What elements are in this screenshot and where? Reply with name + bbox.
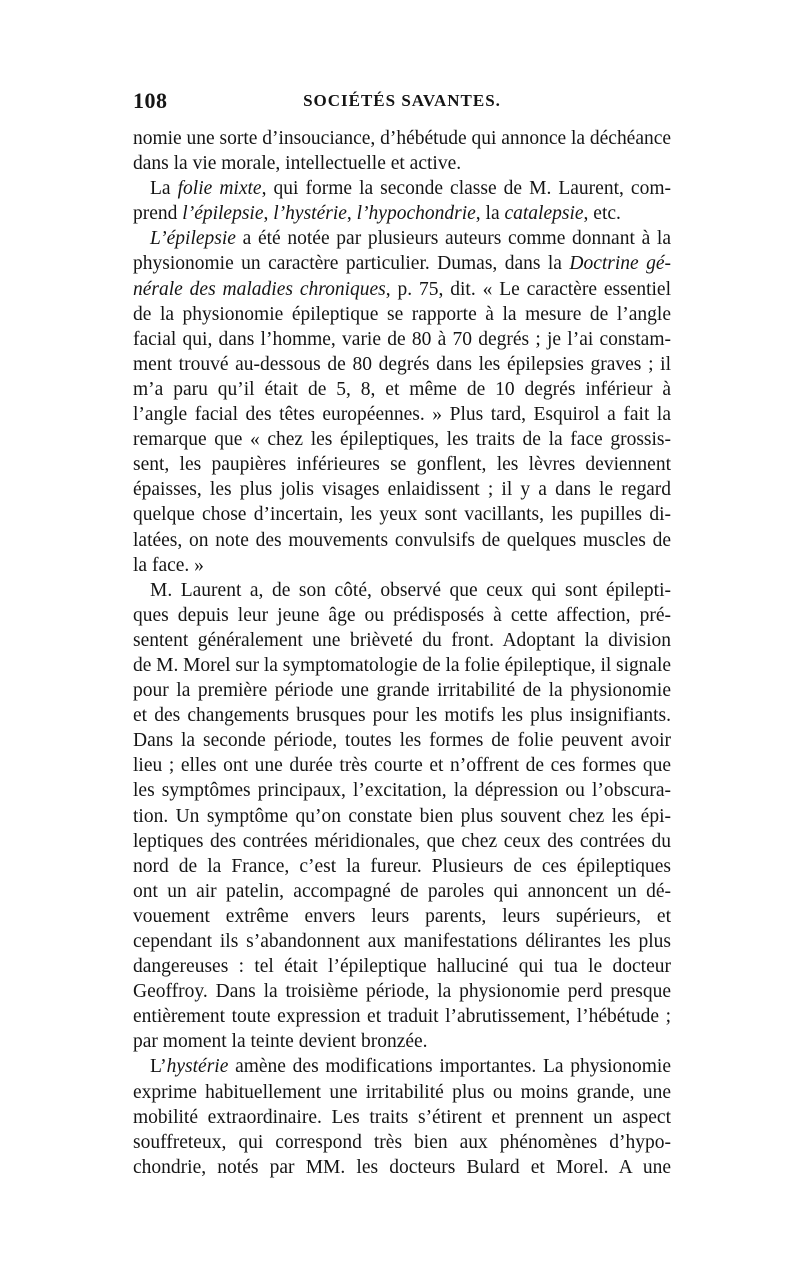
- text-line: [133, 603, 671, 628]
- text-line: [133, 1130, 671, 1155]
- text-segment: Dans la seconde période, toutes les formes de folie peuvent avoir: [133, 730, 671, 752]
- text-line: [133, 126, 671, 151]
- text-segment: entièrement toute expression et traduit l’abrutissement, l’hébétude ;: [133, 1006, 671, 1028]
- text-line: [133, 854, 671, 879]
- text-segment: , p. 75, dit. « Le caractère essentiel: [385, 278, 671, 300]
- text-segment: nord de la France, c’est la fureur. Plusieurs de ces épileptiques: [133, 855, 671, 877]
- italic-text: catalepsie: [504, 203, 584, 225]
- text-line: [133, 151, 671, 176]
- italic-text: folie mixte: [177, 178, 262, 200]
- text-line: [133, 402, 671, 427]
- text-segment: sent, les paupières inférieures se gonflent, les lèvres deviennent: [133, 454, 671, 476]
- text-line: [133, 477, 671, 502]
- text-segment: amène des modifications importantes. La physionomie: [228, 1056, 671, 1078]
- text-segment: ques depuis leur jeune âge ou prédisposés à cette affection, pré-: [133, 604, 671, 626]
- page-number: 108: [133, 88, 168, 113]
- text-segment: chondrie, notés par MM. les docteurs Bulard et Morel. A une: [133, 1156, 671, 1178]
- text-segment: pour la première période une grande irritabilité de la physionomie: [133, 680, 671, 702]
- text-segment: L’: [150, 1056, 167, 1078]
- text-segment: remarque que « chez les épileptiques, les traits de la face grossis-: [133, 429, 671, 451]
- text-segment: épaisses, les plus jolis visages enlaidissent ; il y a dans le regard: [133, 479, 671, 501]
- text-segment: cependant ils s’abandonnent aux manifestations délirantes les plus: [133, 931, 671, 952]
- text-line: [133, 502, 671, 527]
- text-line: [133, 528, 671, 553]
- text-line: [133, 302, 671, 327]
- text-line: [133, 1080, 671, 1105]
- italic-text: l’hystérie: [273, 203, 347, 225]
- text-segment: et des changements brusques pour les motifs les plus insignifiants.: [133, 705, 671, 727]
- running-title: SOCIÉTÉS SAVANTES.: [303, 91, 501, 110]
- text-segment: exprime habituellement une irritabilité plus ou moins grande, une: [133, 1081, 671, 1103]
- text-line: [133, 628, 671, 653]
- text-line: [133, 653, 671, 678]
- text-segment: l’angle facial des têtes européennes. » Plus tard, Esquirol a fait la: [133, 404, 671, 426]
- text-segment: de M. Morel sur la symptomatologie de la folie épileptique, il signale: [133, 654, 671, 676]
- text-line: [133, 377, 671, 402]
- running-header: [133, 88, 671, 118]
- text-line: [133, 804, 671, 829]
- text-line: [133, 678, 671, 703]
- text-segment: La: [150, 178, 178, 200]
- text-line: [133, 1029, 671, 1054]
- text-segment: , qui forme la seconde classe de M. Laurent, com-: [261, 178, 671, 200]
- text-segment: m’a paru qu’il était de 5, 8, et même de 10 degrés inférieur à: [133, 378, 671, 400]
- italic-text: hystérie: [166, 1056, 229, 1078]
- text-segment: par moment la teinte devient bronzée.: [133, 1031, 428, 1053]
- text-line: [133, 176, 671, 201]
- text-segment: souffreteux, qui correspond très bien aux phénomènes d’hypo-: [133, 1131, 671, 1153]
- italic-text: Doctrine gé-: [569, 253, 671, 275]
- text-segment: nomie une sorte d’insouciance, d’hébétude qui annonce la déchéance: [133, 128, 671, 149]
- text-segment: latées, on note des mouvements convulsifs de quelques muscles de: [133, 529, 671, 551]
- text-line: [133, 352, 671, 377]
- text-line: [133, 904, 671, 929]
- italic-text: nérale des maladies chroniques: [133, 278, 386, 300]
- text-segment: dangereuses : tel était l’épileptique halluciné qui tua le docteur: [133, 956, 671, 978]
- text-line: [133, 829, 671, 854]
- text-line: [133, 954, 671, 979]
- text-segment: physionomie un caractère particulier. Dumas, dans la: [133, 253, 570, 275]
- text-line: [133, 226, 671, 251]
- text-line: [133, 703, 671, 728]
- text-segment: prend: [133, 203, 183, 225]
- text-line: [133, 427, 671, 452]
- text-line: [133, 753, 671, 778]
- text-segment: dans la vie morale, intellectuelle et active.: [133, 153, 462, 175]
- text-segment: , la: [475, 203, 505, 225]
- text-line: [133, 1054, 671, 1079]
- italic-text: l’épilepsie: [182, 203, 264, 225]
- text-line: [133, 728, 671, 753]
- text-segment: quelque chose d’incertain, les yeux sont vacillants, les pupilles di-: [133, 504, 671, 526]
- text-line: [133, 879, 671, 904]
- text-line: [133, 1155, 671, 1180]
- text-line: [133, 578, 671, 603]
- text-line: [133, 778, 671, 803]
- text-line: [133, 1004, 671, 1029]
- text-segment: lieu ; elles ont une durée très courte et n’offrent de ces formes que: [133, 755, 671, 777]
- text-line: [133, 929, 671, 954]
- text-segment: ,: [263, 203, 274, 225]
- text-line: [133, 452, 671, 477]
- text-segment: ,: [346, 203, 357, 225]
- text-segment: de la physionomie épileptique se rapporte à la mesure de l’angle: [133, 303, 671, 325]
- text-line: [133, 979, 671, 1004]
- text-segment: M. Laurent a, de son côté, observé que ceux qui sont épilepti-: [150, 579, 671, 601]
- text-segment: , etc.: [583, 203, 621, 225]
- text-line: [133, 277, 671, 302]
- text-segment: Geoffroy. Dans la troisième période, la physionomie perd presque: [133, 981, 671, 1003]
- text-segment: ment trouvé au-dessous de 80 degrés dans les épilepsies graves ; il: [133, 353, 671, 375]
- body-text: [133, 126, 671, 1180]
- text-segment: sentent généralement une brièveté du front. Adoptant la division: [133, 629, 671, 651]
- text-segment: facial qui, dans l’homme, varie de 80 à 70 degrés ; je l’ai constam-: [133, 328, 671, 350]
- text-line: [133, 201, 671, 226]
- italic-text: L’épilepsie: [150, 228, 236, 250]
- text-segment: leptiques des contrées méridionales, que chez ceux des contrées du: [133, 830, 671, 852]
- text-line: [133, 251, 671, 276]
- text-segment: mobilité extraordinaire. Les traits s’étirent et prennent un aspect: [133, 1106, 671, 1128]
- italic-text: l’hypochondrie: [356, 203, 476, 225]
- text-segment: vouement extrême envers leurs parents, leurs supérieurs, et: [133, 905, 671, 927]
- text-line: [133, 1105, 671, 1130]
- text-segment: a été notée par plusieurs auteurs comme donnant à la: [235, 228, 671, 250]
- text-segment: la face. »: [133, 554, 204, 576]
- text-line: [133, 327, 671, 352]
- text-segment: tion. Un symptôme qu’on constate bien plus souvent chez les épi-: [133, 805, 671, 827]
- text-line: [133, 553, 671, 578]
- text-segment: les symptômes principaux, l’excitation, la dépression ou l’obscura-: [133, 780, 671, 802]
- text-segment: ont un air patelin, accompagné de paroles qui annoncent un dé-: [133, 880, 671, 902]
